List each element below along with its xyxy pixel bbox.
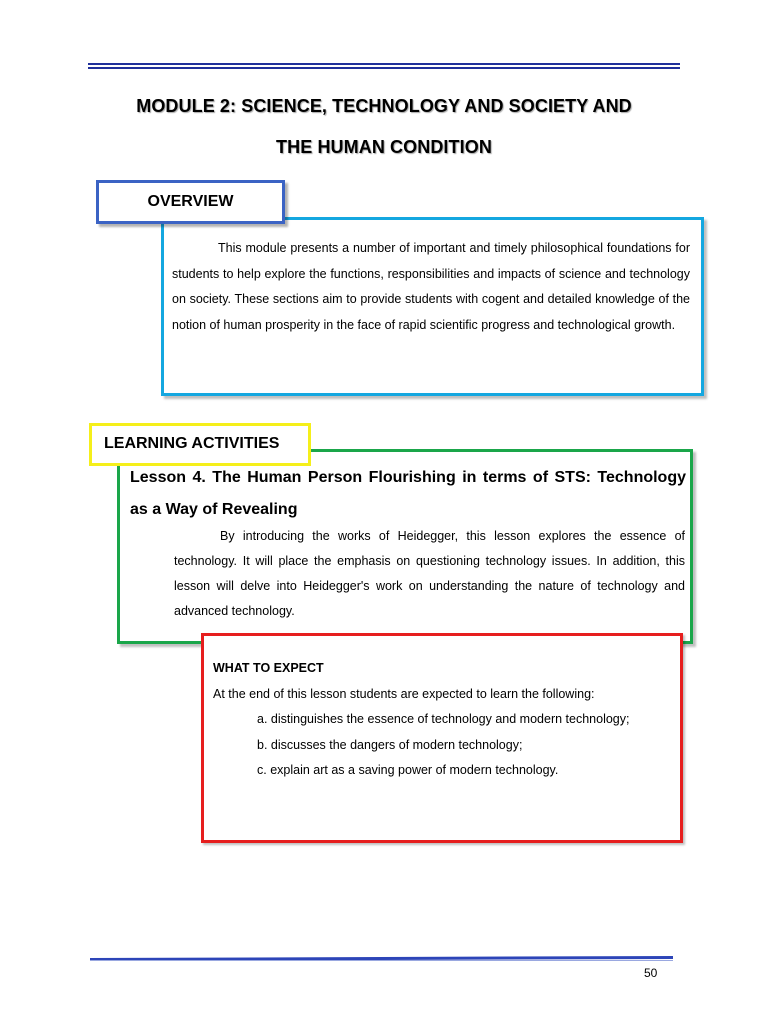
- overview-text: This module presents a number of important and timely philosophical foundations for students to help explore the functions, responsibilities and impacts of science and technology on society. These sections aim to provide students with cogent and detailed knowledge of the notion of human prosperity in the face of rapid scientific progress and technological growth.: [172, 241, 690, 332]
- expectations-list: [257, 712, 629, 789]
- learning-activities-heading: LEARNING ACTIVITIES: [89, 423, 311, 466]
- module-title-line-1: MODULE 2: SCIENCE, TECHNOLOGY AND SOCIETY AND: [136, 96, 632, 116]
- what-to-expect-heading: WHAT TO EXPECT: [213, 661, 324, 675]
- list-item: a. distinguishes the essence of technology and modern technology;: [257, 712, 630, 726]
- overview-heading: OVERVIEW: [96, 180, 285, 224]
- what-to-expect-intro: At the end of this lesson students are expected to learn the following:: [213, 687, 595, 701]
- page-number: 50: [644, 966, 658, 980]
- bottom-rule: [90, 957, 673, 963]
- lesson-title: Lesson 4. The Human Person Flourishing in terms of STS: Technology as a Way of Revealing: [130, 469, 686, 518]
- list-item: b. discusses the dangers of modern technology;: [257, 737, 523, 752]
- lesson-description: By introducing the works of Heidegger, this lesson explores the essence of technology. It will place the emphasis on questioning technology issues. In addition, this lesson will delve into Heidegger's work on understanding the nature of technology and advanced technology.: [174, 529, 685, 618]
- top-rule: [88, 63, 680, 70]
- module-title-line-2: THE HUMAN CONDITION: [276, 137, 492, 157]
- list-item: c. explain art as a saving power of modern technology.: [257, 763, 559, 777]
